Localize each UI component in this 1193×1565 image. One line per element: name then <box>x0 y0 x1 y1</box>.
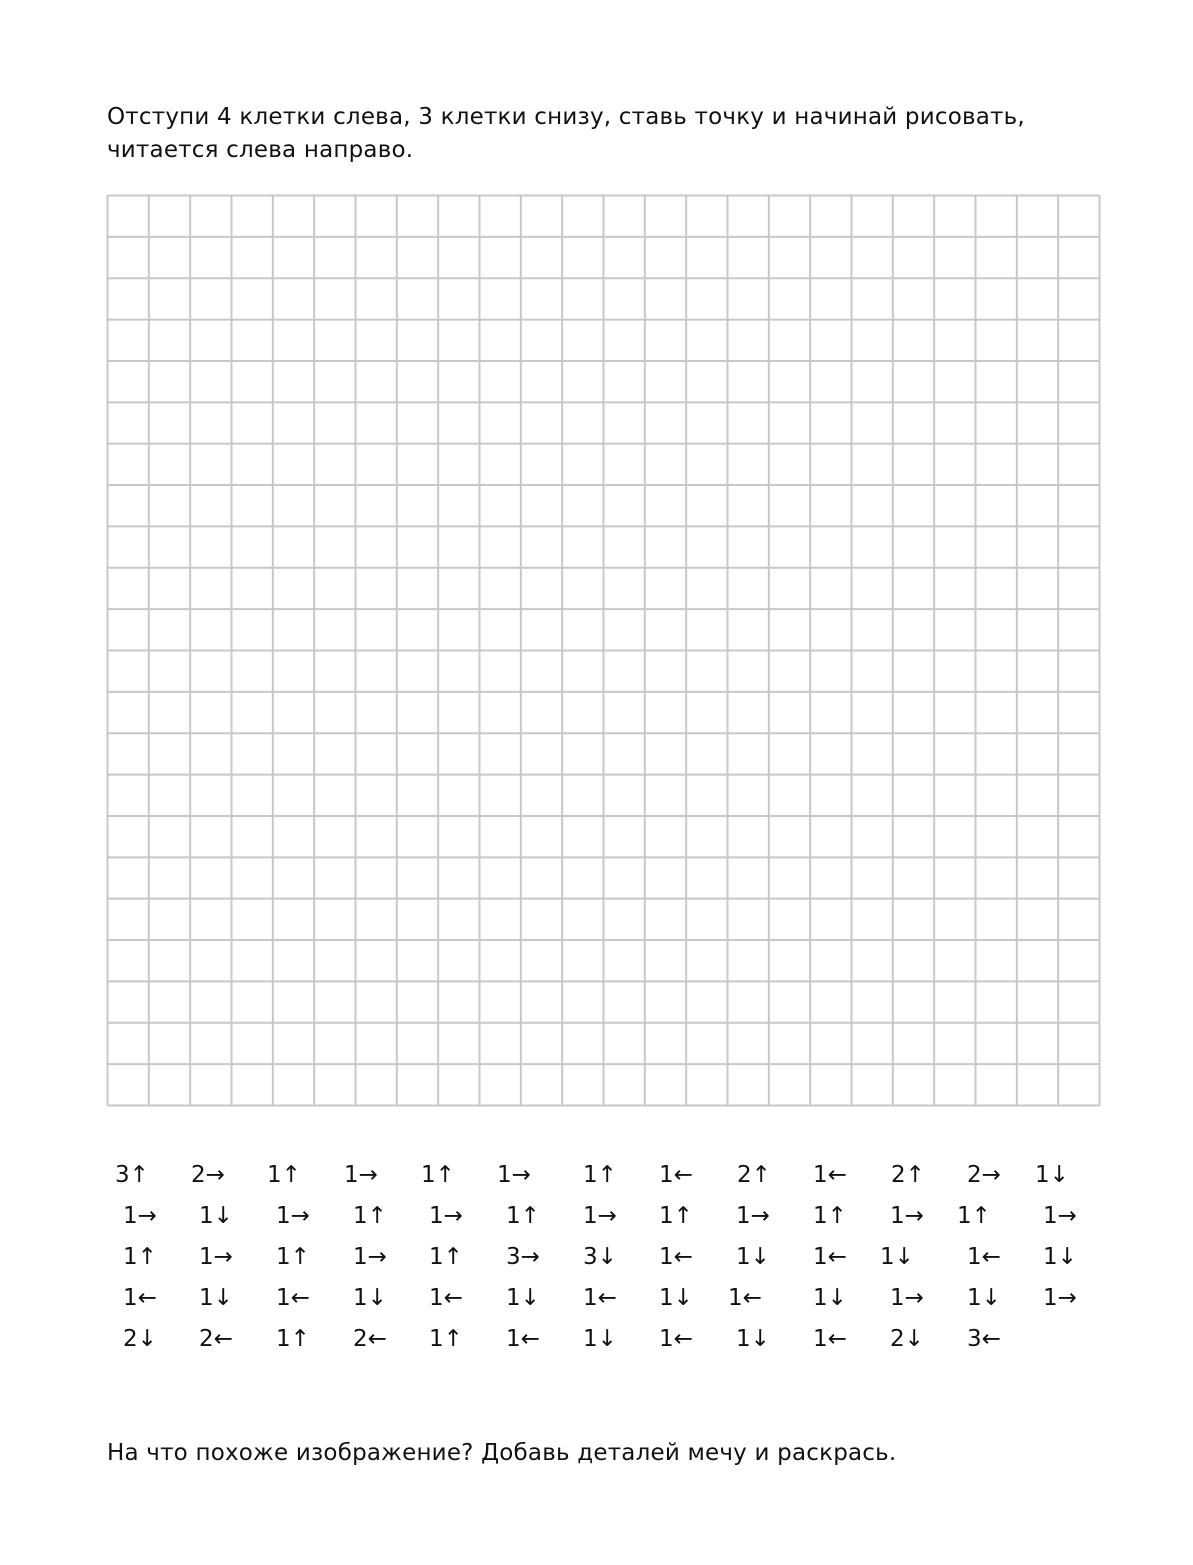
command-step: 2→ <box>967 1162 1001 1188</box>
command-row <box>0 1283 1193 1313</box>
command-step: 1→ <box>276 1203 310 1229</box>
command-step: 1↓ <box>736 1326 770 1352</box>
command-step: 1↑ <box>957 1203 991 1229</box>
command-step: 2← <box>353 1326 387 1352</box>
command-row <box>0 1324 1193 1354</box>
command-step: 1→ <box>199 1244 233 1270</box>
command-step: 1← <box>123 1285 157 1311</box>
command-step: 1↓ <box>583 1326 617 1352</box>
command-step: 1← <box>659 1326 693 1352</box>
command-step: 1→ <box>344 1162 378 1188</box>
command-step: 1↓ <box>736 1244 770 1270</box>
command-step: 1↓ <box>353 1285 387 1311</box>
command-step: 2↓ <box>123 1326 157 1352</box>
command-step: 2↑ <box>737 1162 771 1188</box>
command-step: 3↓ <box>583 1244 617 1270</box>
command-step: 2↓ <box>890 1326 924 1352</box>
grid-lines <box>106 194 1101 1107</box>
command-step: 1→ <box>890 1203 924 1229</box>
command-step: 1← <box>276 1285 310 1311</box>
command-step: 1← <box>659 1244 693 1270</box>
command-step: 1↓ <box>1043 1244 1077 1270</box>
command-step: 1→ <box>497 1162 531 1188</box>
command-step: 1↑ <box>276 1244 310 1270</box>
command-step: 1↓ <box>659 1285 693 1311</box>
command-step: 1← <box>506 1326 540 1352</box>
command-step: 1← <box>659 1162 693 1188</box>
command-step: 1↑ <box>267 1162 301 1188</box>
command-step: 1→ <box>736 1203 770 1229</box>
command-step: 1↓ <box>880 1244 914 1270</box>
command-step: 1← <box>429 1285 463 1311</box>
command-step: 1→ <box>1043 1203 1077 1229</box>
command-step: 2↑ <box>891 1162 925 1188</box>
command-step: 3↑ <box>115 1162 149 1188</box>
command-step: 3→ <box>506 1244 540 1270</box>
command-step: 1↓ <box>967 1285 1001 1311</box>
command-row <box>0 1201 1193 1231</box>
command-step: 1→ <box>890 1285 924 1311</box>
command-step: 3← <box>967 1326 1001 1352</box>
command-step: 1← <box>813 1326 847 1352</box>
command-step: 2← <box>199 1326 233 1352</box>
command-step: 1← <box>813 1244 847 1270</box>
command-row <box>0 1160 1193 1190</box>
command-step: 1↓ <box>1035 1162 1069 1188</box>
command-step: 1↓ <box>506 1285 540 1311</box>
command-step: 1↑ <box>276 1326 310 1352</box>
command-step: 1↓ <box>813 1285 847 1311</box>
command-row <box>0 1242 1193 1272</box>
command-step: 1↓ <box>199 1285 233 1311</box>
instruction-text: Отступи 4 клетки слева, 3 клетки снизу, ставь точку и начинай рисовать, читается слева направо. <box>107 104 1025 163</box>
command-step: 1← <box>583 1285 617 1311</box>
command-step: 1↑ <box>659 1203 693 1229</box>
command-step: 1→ <box>583 1203 617 1229</box>
question-text: На что похоже изображение? Добавь деталей мечу и раскрась. <box>107 1440 897 1466</box>
command-step: 1↑ <box>583 1162 617 1188</box>
command-step: 1↑ <box>506 1203 540 1229</box>
command-step: 2→ <box>191 1162 225 1188</box>
command-step: 1→ <box>429 1203 463 1229</box>
command-step: 1← <box>967 1244 1001 1270</box>
command-step: 1↑ <box>429 1244 463 1270</box>
command-step: 1↑ <box>123 1244 157 1270</box>
command-step: 1↑ <box>353 1203 387 1229</box>
command-step: 1↑ <box>429 1326 463 1352</box>
command-step: 1→ <box>353 1244 387 1270</box>
command-step: 1↑ <box>813 1203 847 1229</box>
command-step: 1← <box>813 1162 847 1188</box>
command-step: 1→ <box>1043 1285 1077 1311</box>
command-step: 1→ <box>123 1203 157 1229</box>
drawing-grid[interactable] <box>106 194 1101 1107</box>
command-step: 1↓ <box>199 1203 233 1229</box>
command-step: 1← <box>728 1285 762 1311</box>
command-step: 1↑ <box>421 1162 455 1188</box>
